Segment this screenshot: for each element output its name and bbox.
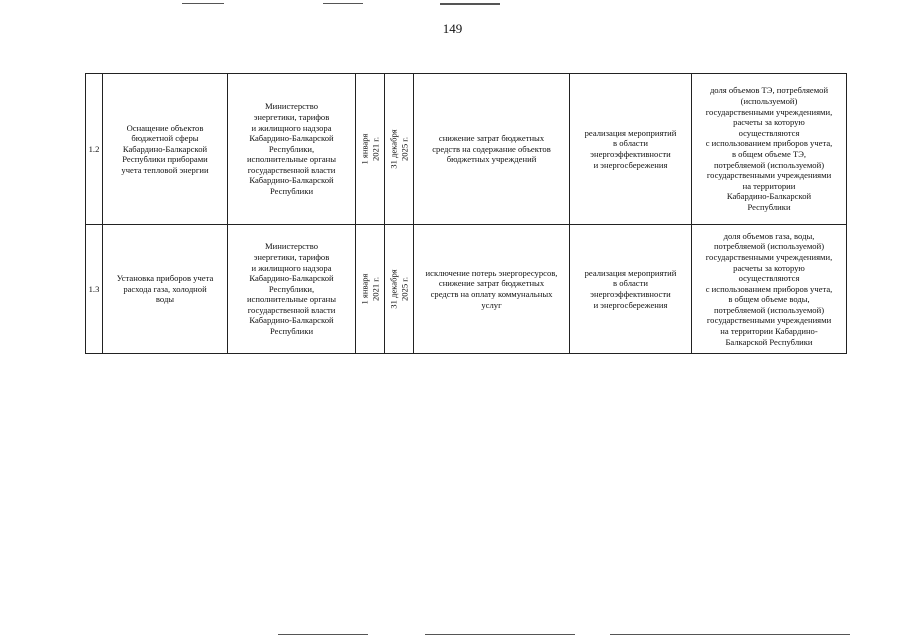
text-line: Оснащение объектов [126,122,204,133]
text-line: исполнительные органы [246,294,337,305]
text-line: средств на оплату коммунальных [430,289,553,299]
text-line: в области [613,278,648,289]
start-date [356,225,385,354]
text-line: расчеты за которую [733,262,805,273]
text-line: и энергосбережения [593,299,668,310]
text-line: энергоэффективности [590,289,671,299]
text-line: и жилищного надзора [251,262,332,273]
text-line: в области [613,138,648,149]
text-line: 31 декабря [388,129,399,169]
text-line: Республики, [268,143,315,154]
text-line: потребляемой (используемой) [713,304,825,315]
row-number: 1.2 [86,74,103,225]
text-line: в общем объеме воды, [728,294,810,305]
text-line: государственными учреждениями, [705,106,833,117]
text-line: Установка приборов учета [116,273,214,284]
text-line: исполнительные органы [246,154,337,165]
table-row [86,225,847,354]
text-line: осуществляются [738,273,800,284]
text-line: потребляемой (используемой) [713,159,825,170]
text-line: Республики [269,186,314,197]
text-line: государственной власти [247,304,336,315]
page-number: 149 [442,21,463,36]
text-line: бюджетных учреждений [446,154,537,165]
text-line: Министерство [265,241,318,252]
text-line: государственными учреждениями [706,315,832,326]
table-row [86,74,847,225]
text-line: потребляемой (используемой) [713,241,825,252]
text-line: государственными учреждениями [706,170,832,181]
text-line: доля объемов ТЭ, потребляемой [709,85,829,96]
text-line: снижение затрат бюджетных [438,278,545,289]
text-line: на территории Кабардино- [720,326,818,337]
text-line: Кабардино-Балкарской [122,143,208,154]
text-line: Республики, [268,283,315,294]
text-line: реализация мероприятий [584,267,677,278]
text-line: 2021 г. [370,136,380,162]
scan-artifact-bottom-2 [425,634,575,635]
text-line: Кабардино-Балкарской [249,315,334,326]
text-line: 1 января [359,273,370,305]
text-line: расчеты за которую [733,117,805,128]
text-line: Кабардино-Балкарской [249,273,334,284]
text-line: энергоэффективности [590,149,671,159]
text-line: Республики [747,201,791,212]
executor [228,225,356,354]
text-line: государственной власти [247,164,336,175]
text-line: Балкарской Республики [725,336,813,347]
executor [228,74,356,225]
expected-result [414,225,570,354]
text-line: государственными учреждениями, [705,251,833,262]
scan-artifact-top-1 [182,3,224,4]
text-line: доля объемов газа, воды, [723,230,815,241]
text-line: Кабардино-Балкарской [249,133,334,144]
row-number: 1.3 [86,225,103,354]
text-line: и жилищного надзора [251,122,332,133]
text-line: средств на содержание объектов [432,143,551,154]
program-table [85,73,847,354]
text-line: исключение потерь энергоресурсов, [425,267,558,278]
text-line: и энергосбережения [593,159,668,170]
text-line: Республики [269,326,314,337]
text-line: энергетики, тарифов [253,111,330,122]
text-line: с использованием приборов учета, [705,138,833,149]
text-line: Республики приборами [122,154,208,165]
text-line: 2021 г. [370,276,380,302]
measure-name [103,225,228,354]
scan-artifact-top-3 [440,3,500,5]
measure-name [103,74,228,225]
text-line: Министерство [265,101,318,112]
text-line: Кабардино-Балкарской [726,191,812,202]
end-date [385,74,414,225]
program-direction [570,225,692,354]
text-line: Кабардино-Балкарской [249,175,334,186]
text-line: 2025 г. [399,136,409,162]
text-line: энергетики, тарифов [253,251,330,262]
text-line: услуг [481,299,502,310]
scan-artifact-bottom-1 [278,634,368,635]
text-line: с использованием приборов учета, [705,283,833,294]
text-line: бюджетной сферы [131,133,199,144]
program-direction [570,74,692,225]
end-date [385,225,414,354]
scan-artifact-top-2 [323,3,363,4]
text-line: 31 декабря [388,269,399,309]
target-indicator [692,225,847,354]
text-line: на территории [742,180,796,191]
target-indicator [692,74,847,225]
text-line: реализация мероприятий [584,127,677,138]
text-line: 1 января [359,133,370,165]
text-line: расхода газа, холодной [123,283,207,294]
expected-result [414,74,570,225]
text-line: 2025 г. [399,276,409,302]
text-line: снижение затрат бюджетных [438,133,545,144]
text-line: в общем объеме ТЭ, [731,149,807,159]
text-line: осуществляются [738,127,800,138]
start-date [356,74,385,225]
text-line: (используемой) [740,96,798,107]
text-line: воды [155,294,175,305]
scan-artifact-bottom-3 [610,634,850,635]
text-line: учета тепловой энергии [121,164,209,175]
